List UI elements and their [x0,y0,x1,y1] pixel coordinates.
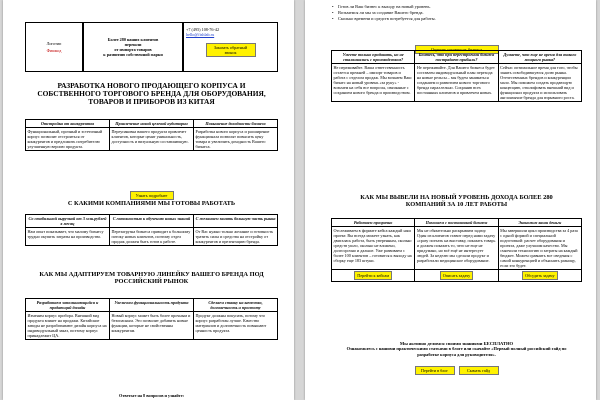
table4-header-3: Думаете, что еще не время для такого мощного рывка? [498,51,581,64]
table5-header-2: Помогаем с постановкой бизнеса [415,219,498,227]
clients-line-1: Более 280 наших клиентов [107,36,159,42]
bullet-item: • Возьмемся ли мы за создание Вашего бренда. [331,10,582,16]
adapt-table [25,298,278,340]
share-knowledge-text: Мы активно делимся своими знаниями БЕСПЛАТНО [399,341,514,346]
table4-cell-3: Сейчас оптимальное время для того, чтобы занять освободившуюся долю рынка. Отечественных брендов и конкуренции мало. Мы поможем создать продающую концепцию, отшлифовать внешний вид и функционал продукта и использовать англоязычие бренда для взрывного роста. [498,63,581,101]
table2-header-1: Со стабильной выручкой от 3 млн.рублей в месяц [26,215,110,228]
table5-cell-3: Мы завершили цикл производства за 4 раза с одной формой и специальной подготовкой: расчет оборудования и проекта, даже улучшим качество. Мы смягчили технологию и затраты на каждый бюджет. Можем сравнить все сведения с самой конкуренцией и объяснить разницу, если это будет. [498,226,581,270]
table4-cell-1: Не переживайте. Ваша ответственность остается прежней – импорт товаров и работа с отделом продаж. Мы возьмем Ваш бизнес на новый уровень «за руку» - возьмем на себя все вопросы, связанные с созданием нового бренда и производством. [332,63,415,101]
phone-link[interactable]: +7 (495) 108-76-42 [186,27,220,32]
go-to-cases-button[interactable]: Перейти к кейсам [354,271,392,280]
clients-line-4: к развитию собственной марки [103,52,163,58]
contacts-cell [183,22,278,72]
header-table [25,22,278,72]
table5-header-3: Экономим ваши деньги [498,219,581,227]
table3-header-1: Разработаем запоминающийся и продающий дизайн [26,299,110,312]
results-table [331,218,582,282]
discuss-task-button[interactable]: Обсудить задачу [522,271,557,280]
table4-header-2: Боитесь, что при перестроении бизнеса пострадает прибыль? [415,51,498,64]
email-link[interactable]: hello@fishlab.ru [186,32,215,38]
companies-title: С КАКИМИ КОМПАНИЯМИ МЫ ГОТОВЫ РАБОТАТЬ [67,200,236,207]
table1-cell-1: Функциональный, прочный и эстетичный корпус позволит отстроиться от конкурентов и предложить потребителю улучшенную версию продукта. [26,127,110,150]
page-title: РАЗРАБОТКА НОВОГО ПРОДАЮЩЕГО КОРПУСА И СОБСТВЕННОГО ТОРГОВОГО БРЕНДА ДЛЯ ОБОРУДОВАНИЯ, ТОВАРОВ И ПРИБОРОВ ИЗ КИТАЯ [37,81,266,106]
table5-cell-2: Мы не обязательно раскрываем задачу. Один из клиентов ставит перед нами задачу «сразу поехать на выставку, показать товар» и должен показать то, чего не еще не придумано, но всё ещё не интересует людей. За неделю мы сделали продукт и разработали медицинское оборудование. [415,226,498,270]
guide-description: Ознакомьтесь с нашими практическими статьями в блоге или скачайте «Первый полный российский гайд по разработке корпуса для руководителя». [346,346,567,357]
table1-header-1: Отстройка от конкурентов [26,120,110,128]
assess-readiness-button[interactable]: Оценить готовность бизнеса [415,45,499,54]
table3-header-3: Сделаем ставку на качество, долговечность и простоту [194,299,278,312]
results-button-cell-1 [332,270,415,282]
logo-cell [25,22,83,72]
go-to-blog-button[interactable]: Перейти в блог [415,366,455,375]
bullet-item: • Готов ли Ваш бизнес к выходу на новый уровень. [331,4,582,10]
table1-cell-2: Переупаковка вашего продукта привлечет клиентов, которые ценят уникальность, доступность и визуальную составляющую. [110,127,194,150]
describe-task-button[interactable]: Описать задачу [440,271,474,280]
table1-header-2: Привлечение новой целевой аудитории [110,120,194,128]
adapt-title: КАК МЫ АДАПТИРУЕМ ТОВАРНУЮ ЛИНЕЙКУ ВАШЕГО БРЕНДА ПОД РОССИЙСКИЙ РЫНОК [39,271,264,286]
table5-header-1: Работаем прозрачно [332,219,415,227]
table3-cell-3: Продукт должны покупать, потому что корпус разработан лучше. Качество материалов и долговечность повышают ценность продукта. [194,311,278,339]
download-guide-button[interactable]: Скачать гайд [459,366,499,375]
table2-cell-1: Нам опыт показывает, что малому бизнесу трудно окупить затраты на производство. [26,227,110,245]
questions-text: Ответьте на 8 вопросов и узнайте: [119,393,184,398]
table4-cell-2: Не переживайте. Для Вашего бизнеса будет составлен индивидуальный план перехода на новые рельсы – мы будем заниматься созданием и развитием нового торгового бренда параллельно. Сохранив всех постоянных клиентов и привлечем новых. [415,63,498,101]
table2-cell-2: Перезагрузка бизнеса приводит к большому потоку новых клиентов, поэтому отдел продаж должен быть готов к работе. [110,227,194,245]
companies-table [25,214,278,246]
order-call-button[interactable]: Заказать обратный звонок [206,43,256,57]
level-title: КАК МЫ ВЫВЕЛИ НА НОВЫЙ УРОВЕНЬ ДОХОДА БОЛЕЕ 280 КОМПАНИЙ ЗА 10 ЛЕТ РАБОТЫ [360,194,553,209]
table3-header-2: Увеличим функциональность продукта [110,299,194,312]
objections-table [331,50,582,102]
document-page-2 [305,0,596,400]
clients-line-3: от импорта товаров [114,47,152,52]
advantages-table [25,119,278,151]
clients-cell [83,22,183,72]
document-page-1 [3,0,294,400]
bullet-item: • Сколько времени и средств потребуется для работы. [331,16,582,22]
table2-header-2: С готовностью к обучению новых знаний [110,215,194,228]
table3-cell-2: Новый корпус может быть более прочным и безопасным. Это позволит добавить новые функции, которые не свойственны конкурентам. [110,311,194,339]
table1-cell-3: Разработка нового корпуса и расширение функционала позволят повысить цену товара и увеличить доходность Вашего бизнеса. [194,127,278,150]
table5-cell-1: Отслеживаем в формате кейса каждый наш проект. Вы всегда можете узнать, как двигалась работа, быть уверенным, сколько средств ушло, сколько не вложено, долгосрочно и дальше. Уже развиваем с более 100 клиентов – готовятся к выходу на сборку еще 183 штуки. [332,226,415,270]
results-button-cell-2 [415,270,498,282]
logo-label: Логотип [46,41,62,47]
table4-header-1: Умеете только продавать, но не сталкивались с производством? [332,51,415,64]
table3-cell-1: Изменим корпус прибора. Внешний вид продукта влияет на продажи. Китайские заводы не разрабатывают дизайн корпуса на индивидуальный заказ, поэтому корпус принадлежит ЦА. [26,311,110,339]
logo-sub: Фишкод [46,47,62,53]
table1-header-3: Повышение доходности бизнеса [194,120,278,128]
clients-line-2: перешли [124,41,142,47]
bullet-list [331,4,582,22]
learn-more-button[interactable]: Узнать подробнее [130,191,174,200]
table2-header-3: С желанием занять большую часть рынка [194,215,278,228]
table2-cell-3: От Вас нужно только желание и готовность тратить силы и средства на отстройку от конкурентов и презентацию бренда. [194,227,278,245]
results-button-cell-3 [498,270,581,282]
